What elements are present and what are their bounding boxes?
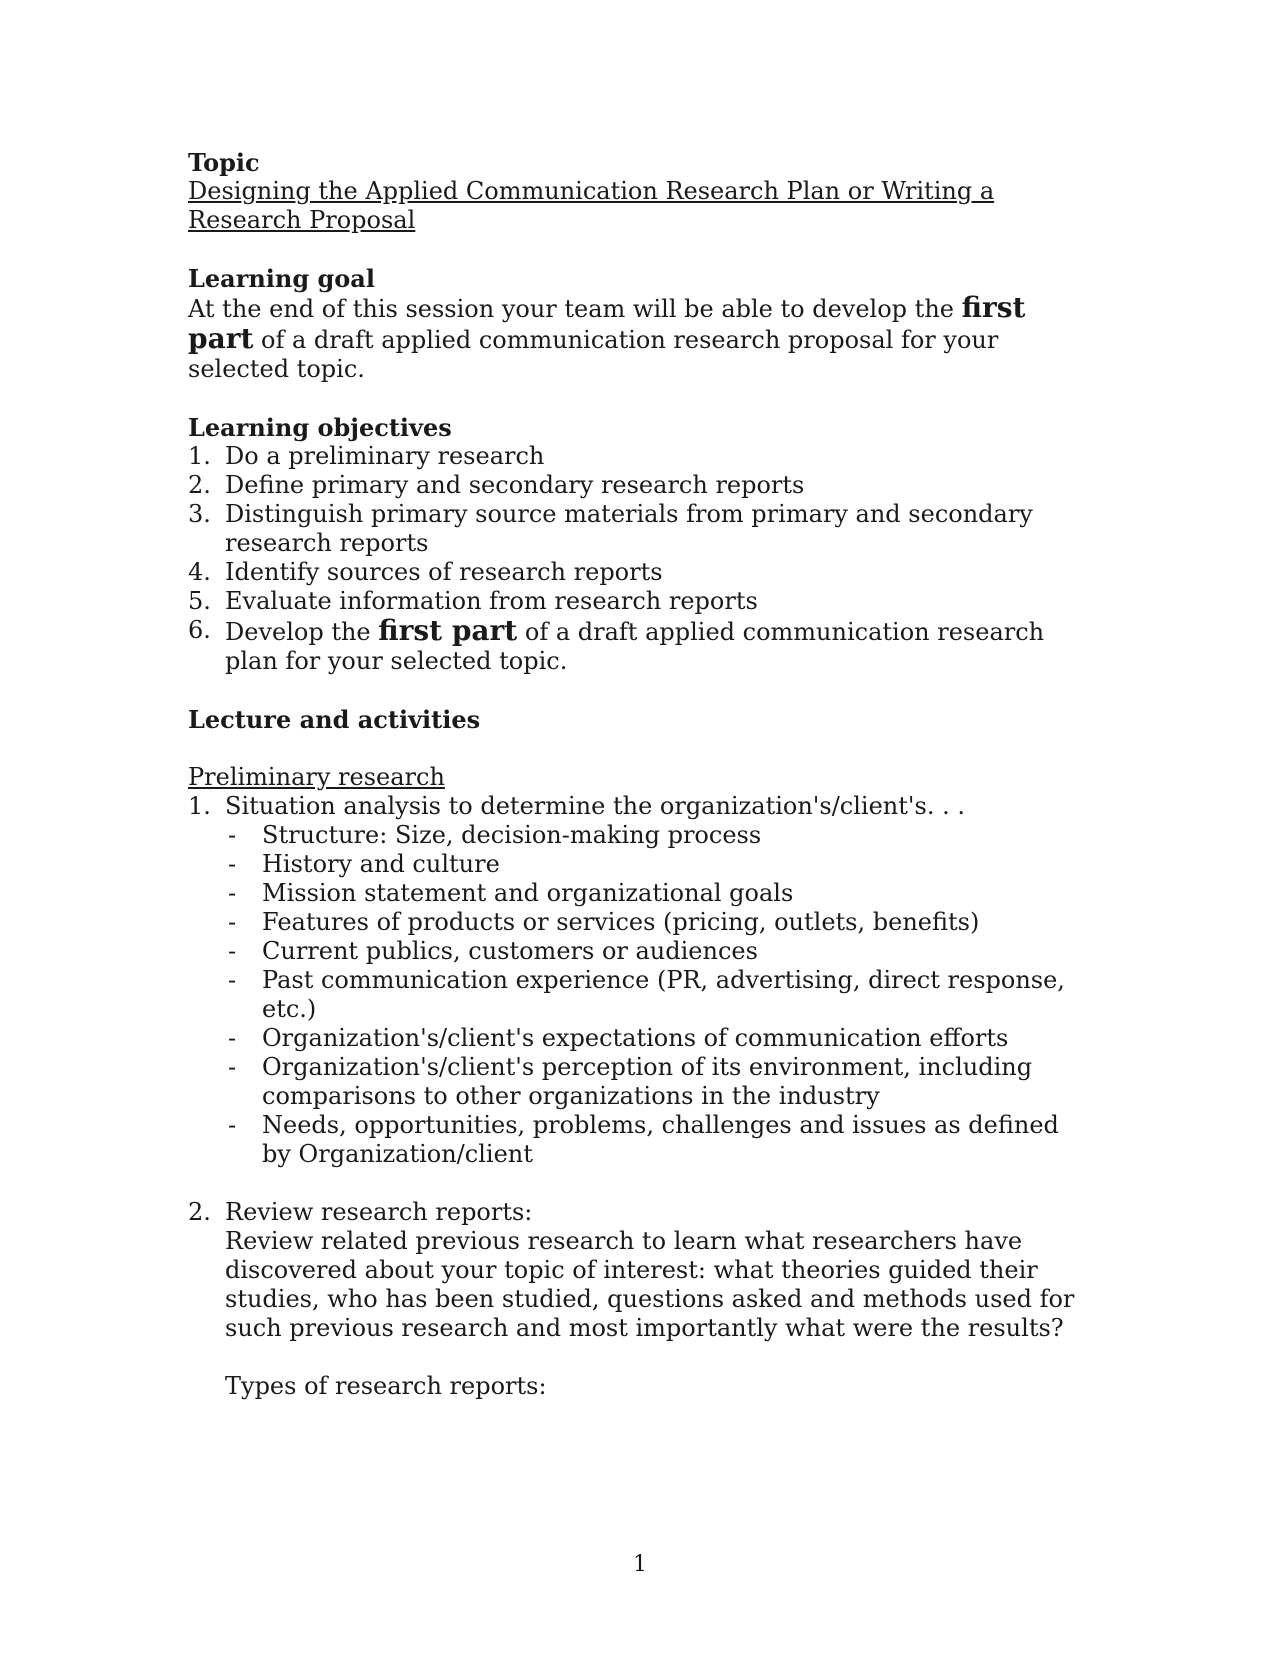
objective-text: Define primary and secondary research reports xyxy=(225,471,805,499)
objective-item xyxy=(188,500,1088,558)
review-body: Review related previous research to learn what researchers have discovered about your topic of interest: what theories guided their studies, who has been studied, questions asked and methods used for such previous research and most importantly what were the results? xyxy=(225,1227,1075,1342)
bullet-text: Structure: Size, decision-making process xyxy=(262,821,762,849)
objective-number: 1. xyxy=(188,442,211,470)
objective-number: 4. xyxy=(188,558,211,586)
bullet-item xyxy=(225,821,1088,850)
learning-goal-heading: Learning goal xyxy=(188,264,375,293)
preliminary-item-number: 2. xyxy=(188,1198,211,1226)
preliminary-item-number: 1. xyxy=(188,792,211,820)
document-body xyxy=(188,148,1088,1401)
bullet-item xyxy=(225,850,1088,879)
lecture-heading: Lecture and activities xyxy=(188,705,481,734)
preliminary-research-list xyxy=(188,792,1088,1401)
spacer xyxy=(188,235,1088,264)
objective-number: 6. xyxy=(188,616,211,644)
dash-mark: - xyxy=(228,966,237,994)
dash-mark: - xyxy=(228,821,237,849)
dash-mark: - xyxy=(228,1024,237,1052)
bullet-text: Organization's/client's expectations of communication efforts xyxy=(262,1024,1009,1052)
bullet-text: Organization's/client's perception of its environment, including comparisons to other organizations in the industry xyxy=(262,1053,1033,1110)
bullet-text: Past communication experience (PR, advertising, direct response, etc.) xyxy=(262,966,1065,1023)
learning-goal-text-after: of a draft applied communication research proposal for your selected topic. xyxy=(188,326,999,383)
objective-number: 5. xyxy=(188,587,211,615)
objective-item xyxy=(188,558,1088,587)
bullet-item xyxy=(225,908,1088,937)
dash-mark: - xyxy=(228,908,237,936)
learning-objectives-heading: Learning objectives xyxy=(188,413,452,442)
objective-number: 2. xyxy=(188,471,211,499)
preliminary-item-1 xyxy=(188,792,1088,1169)
spacer xyxy=(225,1343,1088,1372)
objective-text: Evaluate information from research reports xyxy=(225,587,758,615)
bullet-text: Features of products or services (pricing, outlets, benefits) xyxy=(262,908,980,936)
objective-number: 3. xyxy=(188,500,211,528)
bullet-text: History and culture xyxy=(262,850,500,878)
objectives-list xyxy=(188,442,1088,676)
learning-goal-text-before: At the end of this session your team will be able to develop the xyxy=(188,295,962,323)
objective-text: Identify sources of research reports xyxy=(225,558,663,586)
bullet-item xyxy=(225,966,1088,1024)
review-title: Review research reports: xyxy=(225,1198,533,1226)
dash-mark: - xyxy=(228,850,237,878)
dash-mark: - xyxy=(228,937,237,965)
situation-analysis-bullets xyxy=(188,821,1088,1169)
bullet-text: Current publics, customers or audiences xyxy=(262,937,758,965)
types-of-reports: Types of research reports: xyxy=(225,1372,547,1400)
dash-mark: - xyxy=(228,1111,237,1139)
preliminary-item-text: Situation analysis to determine the organization's/client's. . . xyxy=(225,792,965,820)
spacer xyxy=(188,676,1088,705)
bullet-item xyxy=(225,937,1088,966)
objective-text: Distinguish primary source materials from primary and secondary research reports xyxy=(225,500,1033,557)
bullet-item xyxy=(225,1024,1088,1053)
topic-heading: Topic xyxy=(188,148,260,177)
spacer xyxy=(188,1169,1088,1198)
dash-mark: - xyxy=(228,879,237,907)
objective-text-before: Develop the xyxy=(225,618,379,646)
bullet-text: Mission statement and organizational goals xyxy=(262,879,794,907)
bullet-item xyxy=(225,879,1088,908)
objective-item xyxy=(188,471,1088,500)
bullet-text: Needs, opportunities, problems, challenges and issues as defined by Organization/client xyxy=(262,1111,1059,1168)
preliminary-research-subheading: Preliminary research xyxy=(188,763,445,791)
objective-text xyxy=(225,616,1088,676)
objective-text: Do a preliminary research xyxy=(225,442,545,470)
page-number: 1 xyxy=(633,1552,647,1577)
learning-goal-emphasis: first part xyxy=(188,291,1026,355)
objective-emphasis: first part xyxy=(378,614,518,647)
objective-item xyxy=(188,616,1088,676)
spacer xyxy=(188,734,1088,763)
objective-item xyxy=(188,587,1088,616)
bullet-item xyxy=(225,1053,1088,1111)
dash-mark: - xyxy=(228,1053,237,1081)
objective-text-after: of a draft applied communication research plan for your selected topic. xyxy=(225,618,1045,675)
bullet-item xyxy=(225,1111,1088,1169)
preliminary-item-2 xyxy=(188,1198,1088,1401)
learning-goal-text xyxy=(188,293,1088,384)
objective-item xyxy=(188,442,1088,471)
spacer xyxy=(188,384,1088,413)
topic-title: Designing the Applied Communication Research Plan or Writing a Research Proposal xyxy=(188,177,995,234)
